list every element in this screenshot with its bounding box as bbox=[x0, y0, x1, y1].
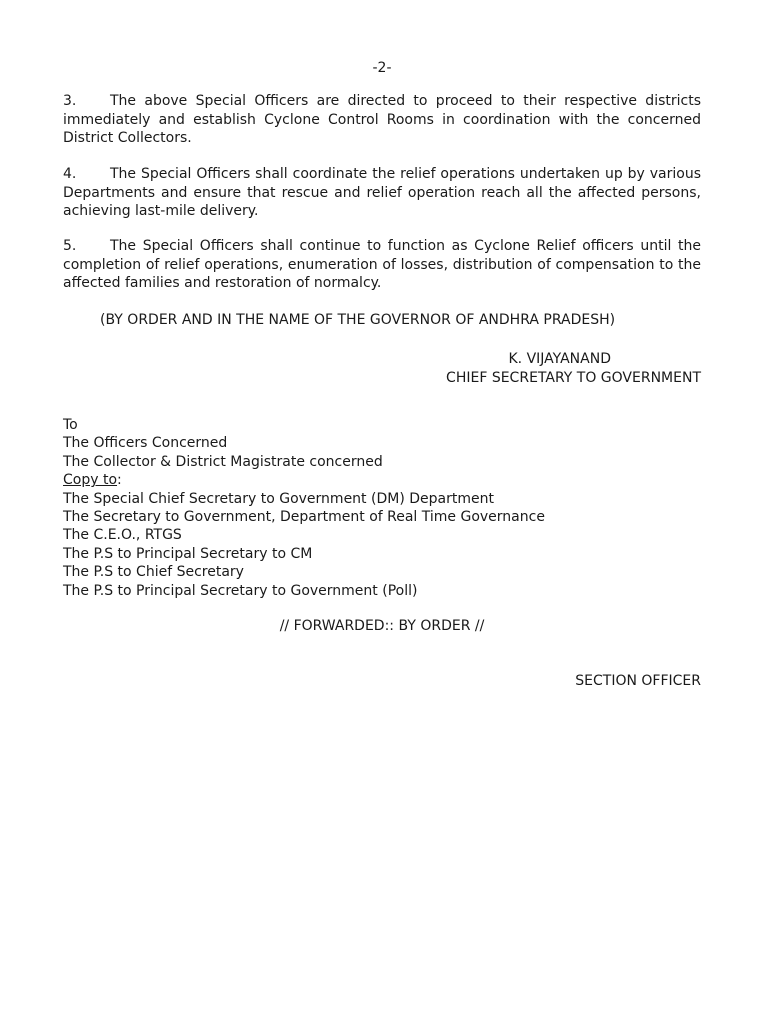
recipients-block bbox=[63, 416, 545, 600]
signatory-block bbox=[446, 350, 701, 388]
paragraph-3 bbox=[63, 92, 701, 148]
copy-to-recipient: The C.E.O., RTGS bbox=[63, 527, 182, 544]
paragraph-text: The Special Officers shall coordinate the relief operations undertaken up by various Departments and ensure that rescue and relief operation reach all the affected persons, achieving last-mile delivery. bbox=[63, 166, 701, 219]
copy-to-recipient: The Special Chief Secretary to Government (DM) Department bbox=[63, 490, 494, 507]
copy-to-label: Copy to bbox=[63, 472, 118, 489]
copy-to-recipient: The P.S to Principal Secretary to Government (Poll) bbox=[63, 582, 418, 599]
paragraph-5 bbox=[63, 237, 701, 293]
to-recipient: The Collector & District Magistrate concerned bbox=[63, 453, 383, 470]
signatory-name: K. VIJAYANAND bbox=[508, 351, 611, 367]
section-officer: SECTION OFFICER bbox=[575, 673, 701, 689]
paragraph-4 bbox=[63, 165, 701, 221]
paragraph-text: The above Special Officers are directed to proceed to their respective districts immediately and establish Cyclone Control Rooms in coordination with the concerned District Collectors. bbox=[63, 93, 701, 146]
copy-to-recipient: The P.S to Principal Secretary to CM bbox=[63, 545, 313, 562]
copy-to-recipient: The P.S to Chief Secretary bbox=[63, 564, 244, 581]
forwarded-line: // FORWARDED:: BY ORDER // bbox=[279, 618, 485, 634]
paragraph-number: 5. bbox=[63, 238, 77, 254]
signatory-designation: CHIEF SECRETARY TO GOVERNMENT bbox=[446, 370, 701, 386]
copy-to-recipient: The Secretary to Government, Department of Real Time Governance bbox=[63, 509, 545, 526]
paragraph-number: 4. bbox=[63, 166, 77, 182]
paragraph-text: The Special Officers shall continue to function as Cyclone Relief officers until the completion of relief operations, enumeration of losses, distribution of compensation to the affected families and restoration of normalcy. bbox=[63, 238, 701, 291]
paragraph-number: 3. bbox=[63, 93, 77, 109]
to-label: To bbox=[63, 417, 78, 433]
page-number: -2- bbox=[372, 60, 392, 76]
copy-to-heading: Copy to: bbox=[63, 472, 122, 489]
to-recipient: The Officers Concerned bbox=[63, 435, 228, 452]
order-line: (BY ORDER AND IN THE NAME OF THE GOVERNOR OF ANDHRA PRADESH) bbox=[100, 312, 616, 328]
